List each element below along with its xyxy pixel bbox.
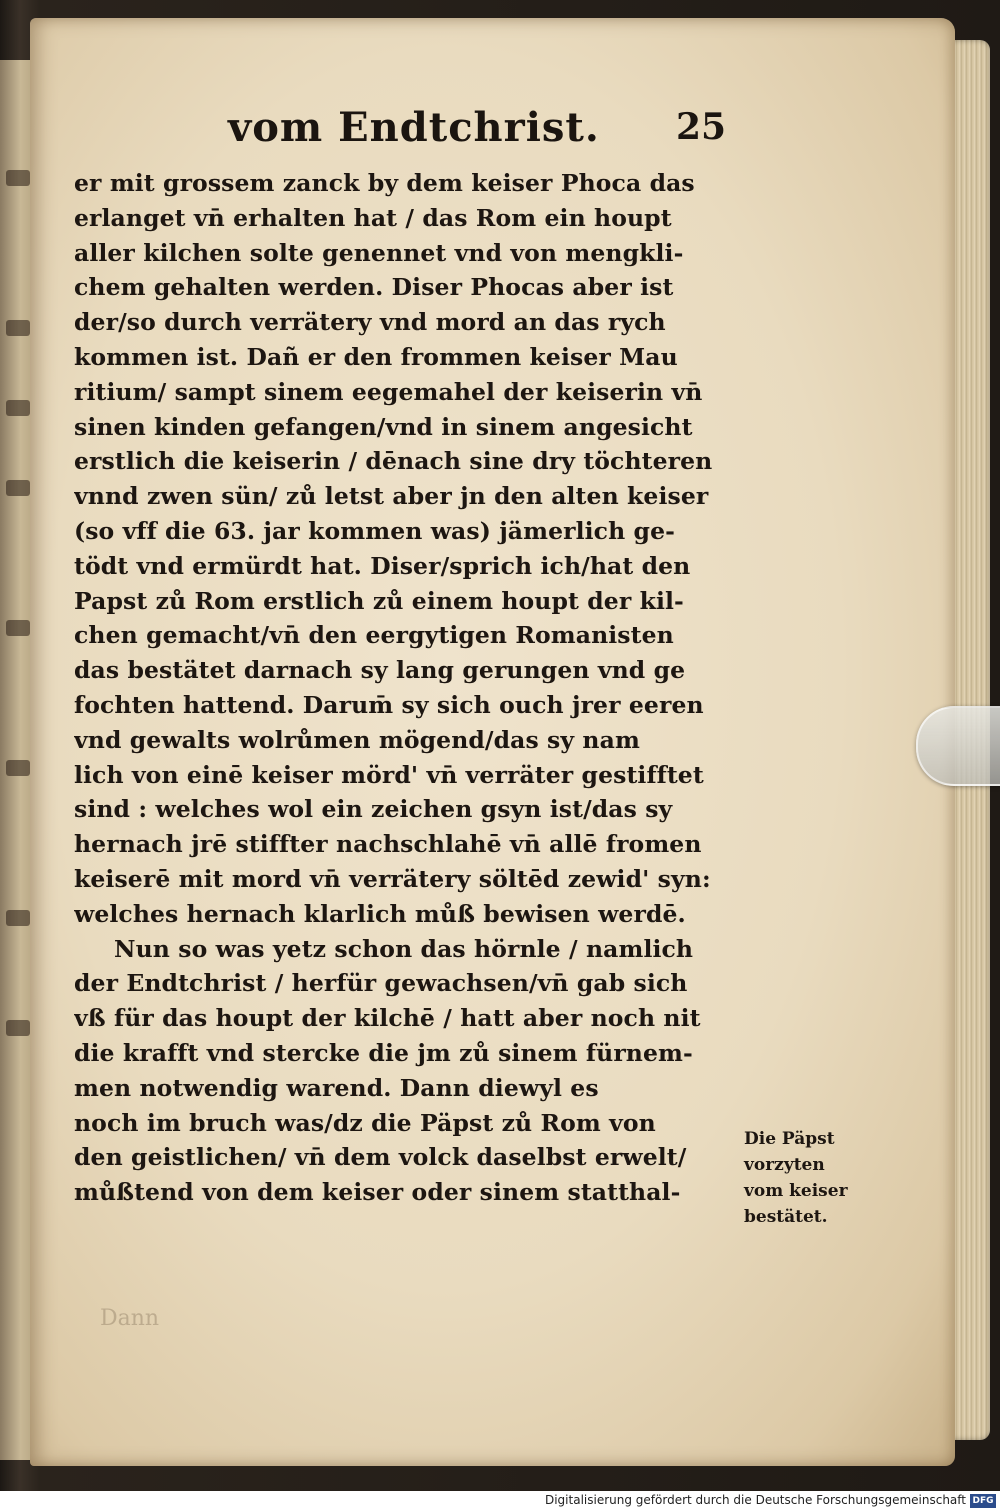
text-line: můßtend von dem keiser oder sinem statthal-: [74, 1178, 681, 1207]
page-holder-clip: [916, 706, 1000, 786]
text-line: keiserē mit mord vn̄ verrätery söltēd zewid' syn:: [74, 864, 711, 893]
marginal-note: [744, 1126, 914, 1230]
marginal-note-line: Die Päpst: [744, 1129, 835, 1149]
text-line: sinen kinden gefangen/vnd in sinem angesicht: [74, 412, 693, 441]
text-line: chen gemacht/vn̄ den eergytigen Romanisten: [74, 621, 674, 650]
digitization-credit: Digitalisierung gefördert durch die Deutsche Forschungsgemeinschaft: [544, 1493, 966, 1507]
text-line: sind : welches wol ein zeichen gsyn ist/das sy: [74, 795, 673, 824]
marginal-note-line: vom keiser: [744, 1181, 848, 1201]
text-line: (so vff die 63. jar kommen was) jämerlich ge-: [74, 516, 675, 545]
text-line: welches hernach klarlich můß bewisen werdē.: [74, 899, 686, 928]
text-line: tödt vnd ermürdt hat. Diser/sprich ich/hat den: [74, 551, 691, 580]
text-line: noch im bruch was/dz die Päpst zů Rom von: [74, 1108, 656, 1137]
text-line: die krafft vnd stercke die jm zů sinem fürnem-: [74, 1038, 693, 1067]
dfg-logo-icon: DFG: [970, 1494, 996, 1508]
marginal-note-line: vorzyten: [744, 1155, 825, 1175]
text-line: erlanget vn̄ erhalten hat / das Rom ein houpt: [74, 203, 672, 232]
bleed-mark: [6, 170, 30, 186]
text-line: vß für das houpt der kilchē / hatt aber noch nit: [74, 1004, 701, 1033]
text-line: ritium/ sampt sinem eegemahel der keiserin vn̄: [74, 377, 703, 406]
text-line: der/so durch verrätery vnd mord an das rych: [74, 308, 666, 337]
marginal-note-line: bestätet.: [744, 1207, 828, 1227]
text-line: hernach jrē stiffter nachschlahē vn̄ allē fromen: [74, 830, 702, 859]
bleed-mark: [6, 400, 30, 416]
text-line: der Endtchrist / herfür gewachsen/vn̄ gab sich: [74, 969, 688, 998]
text-line: er mit grossem zanck by dem keiser Phoca das: [74, 169, 695, 197]
bleed-mark: [6, 480, 30, 496]
text-line: den geistlichen/ vn̄ dem volck daselbst erwelt/: [74, 1143, 687, 1172]
bleed-mark: [6, 620, 30, 636]
text-line: Papst zů Rom erstlich zů einem houpt der kil-: [74, 586, 684, 615]
text-line: vnd gewalts wolrůmen mögend/das sy nam: [74, 725, 640, 754]
text-line: erstlich die keiserin / dēnach sine dry töchteren: [74, 447, 713, 476]
text-line: men notwendig warend. Dann diewyl es: [74, 1073, 599, 1102]
bleed-mark: [6, 320, 30, 336]
text-line: lich von einē keiser mörd' vn̄ verräter gestifftet: [74, 760, 704, 789]
text-line: fochten hattend. Darum̄ sy sich ouch jrer eeren: [74, 690, 704, 719]
page-number: 25: [676, 106, 727, 148]
running-title: vom Endtchrist.: [228, 104, 600, 151]
text-line: aller kilchen solte genennet vnd von mengkli-: [74, 238, 684, 267]
main-text-block: [74, 166, 764, 1210]
page-header: [228, 104, 748, 160]
text-line: vnnd zwen sün/ zů letst aber jn den alten keiser: [74, 482, 709, 511]
text-line: das bestätet darnach sy lang gerungen vnd ge: [74, 656, 686, 685]
bleed-mark: [6, 910, 30, 926]
text-line: chem gehalten werden. Diser Phocas aber ist: [74, 273, 674, 302]
catchword-bleed-through: Dann: [100, 1306, 160, 1331]
bleed-mark: [6, 1020, 30, 1036]
bleed-mark: [6, 760, 30, 776]
text-line: kommen ist. Dañ er den frommen keiser Mau: [74, 342, 678, 371]
text-line-paragraph-start: Nun so was yetz schon das hörnle / namlich: [114, 934, 694, 963]
